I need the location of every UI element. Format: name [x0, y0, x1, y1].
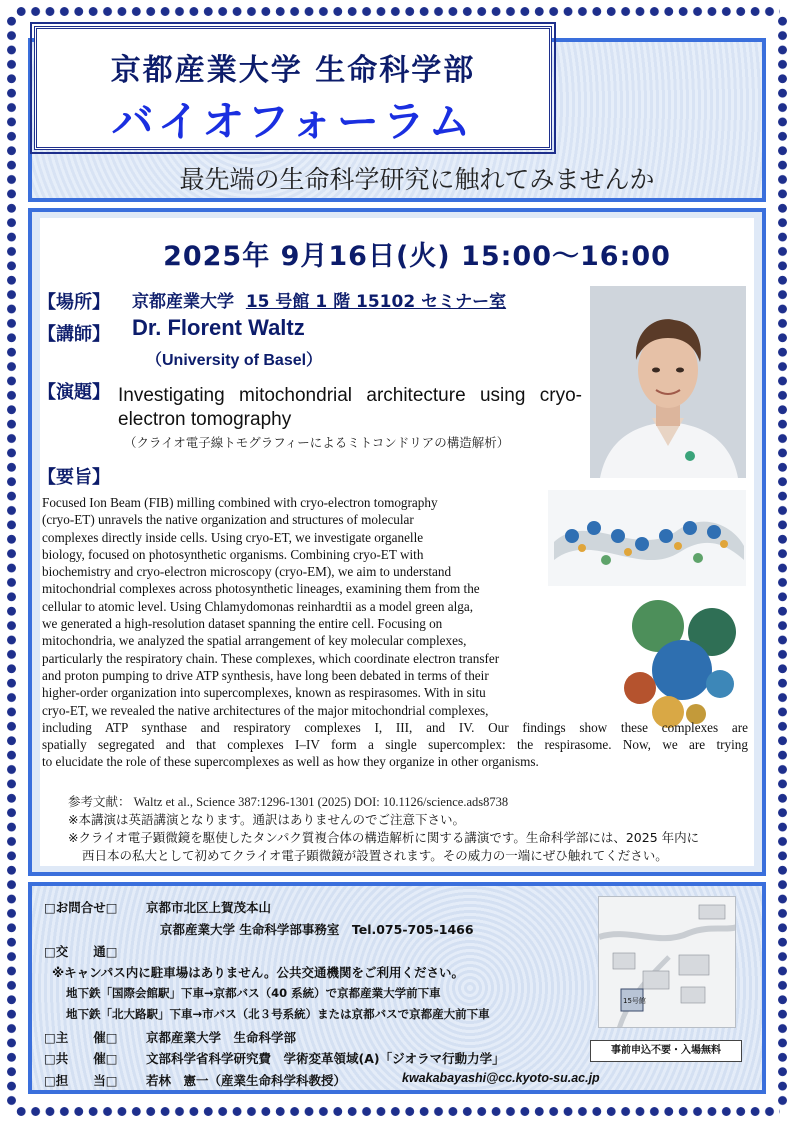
talk-title-japanese: （クライオ電子線トモグラフィーによるミトコンドリアの構造解析） — [124, 435, 510, 450]
access-label: □交 通□ — [44, 944, 118, 959]
dotted-border-left — [6, 14, 17, 1109]
map-building-label: 15号館 — [623, 997, 646, 1005]
cohost-value: 文部科学省科学研究費 学術変革領域(A)「ジオラマ行動力学」 — [146, 1051, 505, 1066]
campus-map-image — [599, 897, 736, 1028]
speaker-photo — [590, 286, 746, 478]
dotted-border-top — [14, 6, 780, 17]
contact-label: □お問合せ□ — [44, 900, 118, 915]
speaker-affiliation: （University of Basel） — [146, 352, 323, 369]
note-cryo-em: ※クライオ電子顕微鏡を駆使したタンパク質複合体の構造解析に関する講演です。生命科学部には、2025 年内に — [68, 830, 700, 845]
talk-title: Investigating mitochondrial architecture using cryo-electron tomography — [118, 385, 582, 430]
contact-email[interactable]: kwakabayashi@cc.kyoto-su.ac.jp — [402, 1071, 600, 1085]
contact-office: 京都産業大学 生命科学部事務室 Tel.075-705-1466 — [160, 922, 474, 937]
note-cryo-em-continued: 西日本の私大として初めてクライオ電子顕微鏡が設置されます。その威力の一端にぜひ触れてください。 — [82, 848, 668, 863]
abstract-line: to elucidate the role of these supercomplexes as well as how they organize in other organisms. — [42, 754, 539, 770]
abstract-line: cellular to atomic level. Using Chlamydomonas reinhardtii as a model green alga, — [42, 598, 474, 614]
host-label: □主 催□ — [44, 1030, 118, 1045]
abstract-line: mitochondria, we analyzed the spatial arrangement of key molecular complexes, — [42, 633, 467, 649]
tagline: 最先端の生命科学研究に触れてみませんか — [179, 165, 655, 194]
abstract-line: cryo-ET, we revealed the native architectures of the major mitochondrial complexes, — [42, 702, 489, 718]
abstract-line: biochemistry and cryo-electron microscopy (cryo-EM), we aim to understand — [42, 564, 452, 580]
title-box — [34, 26, 552, 150]
contact-address: 京都市北区上賀茂本山 — [146, 900, 272, 915]
speaker-portrait-image — [590, 286, 746, 478]
abstract-line: particularly the respiratory chain. These complexes, which coordinate electron transfer — [42, 650, 500, 666]
reference: 参考文献： Waltz et al., Science 387:1296-1301 (2025) DOI: 10.1126/science.ads8738 — [68, 795, 509, 809]
free-admission-badge: 事前申込不要・入場無料 — [590, 1040, 742, 1062]
event-datetime: 2025年 9月16日(火) 15:00〜16:00 — [163, 241, 671, 272]
abstract-line: we generated a high-resolution dataset spanning the entire cell. Focusing on — [42, 616, 443, 632]
cohost-label: □共 催□ — [44, 1051, 118, 1066]
access-route-1: 地下鉄「国際会館駅」下車→京都バス（40 系統）で京都産業大学前下車 — [66, 986, 441, 1000]
abstract-line: (cryo-ET) unravels the native organization and structures of molecular — [42, 512, 414, 528]
campus-map — [598, 896, 736, 1028]
abstract-line: spatially segregated and that complexes I–IV form a single supercomplex: the respirasome. Now, we are trying — [42, 737, 748, 753]
venue-room: 15 号館 1 階 15102 セミナー室 — [245, 292, 507, 312]
speaker-label: 【講師】 — [38, 324, 110, 345]
abstract-text — [42, 494, 748, 771]
talk-title-label: 【演題】 — [38, 382, 110, 403]
abstract-label: 【要旨】 — [38, 467, 110, 488]
university-faculty-title: 京都産業大学 生命科学部 — [110, 53, 476, 88]
abstract-line: mitochondrial complexes across photosynthetic lineages, examining them from the — [42, 581, 480, 597]
host-value: 京都産業大学 生命科学部 — [146, 1030, 297, 1045]
abstract-line: complexes directly inside cells. Using cryo-ET, we investigate organelle — [42, 529, 424, 545]
abstract-line: Focused Ion Beam (FIB) milling combined with cryo-electron tomography — [42, 495, 438, 510]
contact-person-label: □担 当□ — [44, 1073, 118, 1088]
speaker-name: Dr. Florent Waltz — [132, 315, 305, 340]
access-route-2: 地下鉄「北大路駅」下車→市バス（北３号系統）または京都バスで京都産大前下車 — [66, 1007, 490, 1021]
venue-label: 【場所】 — [38, 292, 110, 313]
abstract-line: biology, focused on photosynthetic organisms. Combining cryo-ET with — [42, 546, 424, 562]
dotted-border-right — [777, 14, 788, 1109]
contact-person-value: 若林 憲一（産業生命科学科教授） — [146, 1073, 347, 1088]
dotted-border-bottom — [14, 1106, 780, 1117]
event-name-title: バイオフォーラム — [111, 97, 475, 146]
note-english-lecture: ※本講演は英語講演となります。通訳はありませんのでご注意下さい。 — [68, 812, 465, 827]
venue — [132, 287, 506, 312]
venue-prefix: 京都産業大学 — [132, 292, 234, 312]
access-note: ※キャンパス内に駐車場はありません。公共交通機関をご利用ください。 — [52, 965, 465, 980]
abstract-line: higher-order organization into supercomplexes, known as respirasomes. With in situ — [42, 685, 486, 701]
abstract-line: including ATP synthase and respiratory complexes I, III, and IV. Our findings show these complexes are — [42, 719, 748, 735]
abstract-line: and proton pumping to drive ATP synthesis, have long been debated in terms of their — [42, 667, 489, 683]
